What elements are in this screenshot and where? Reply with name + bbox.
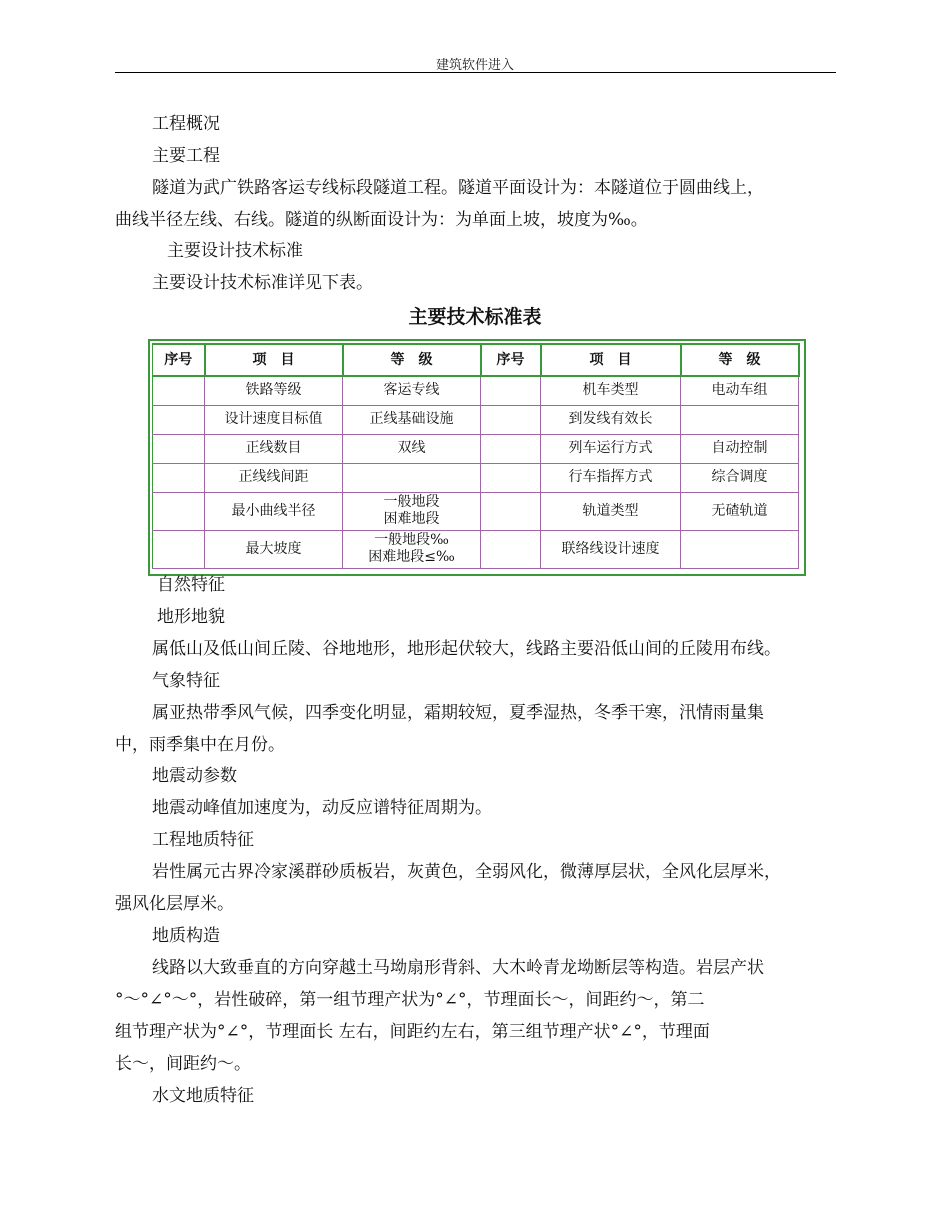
paragraph-structure-line2: °～°∠°～°，岩性破碎，第一组节理产状为°∠°，节理面长～，间距约～，第二 [115,990,705,1010]
table-title: 主要技术标准表 [408,306,542,328]
heading-project-overview: 工程概况 [152,114,220,134]
heading-geology: 工程地质特征 [152,830,254,850]
heading-design-standards: 主要设计技术标准 [167,241,303,261]
table-cell: 铁路等级 [205,376,343,405]
table-row [153,405,799,434]
header-item-left: 项 目 [205,344,343,376]
table-cell: 设计速度目标值 [205,405,343,434]
header-grade-right: 等 级 [681,344,799,376]
heading-seismic: 地震动参数 [152,766,237,786]
table-cell [343,463,481,492]
table-header-row [153,344,799,376]
table-row [153,530,799,568]
table-cell [481,405,541,434]
paragraph-geology-line1: 岩性属元古界冷家溪群砂质板岩，灰黄色，全弱风化，微薄厚层状，全风化层厚米， [152,862,781,882]
table-cell: 联络线设计速度 [541,530,681,568]
table-cell [153,434,205,463]
paragraph-climate-line2: 中，雨季集中在月份。 [115,735,285,755]
table-cell: 一般地段 困难地段 [343,492,481,530]
table-cell: 双线 [343,434,481,463]
table-cell [153,376,205,405]
table-cell [153,405,205,434]
paragraph-standards-note: 主要设计技术标准详见下表。 [152,273,373,293]
header-item-right: 项 目 [541,344,681,376]
table-cell: 综合调度 [681,463,799,492]
table-cell [153,492,205,530]
table-cell [681,405,799,434]
heading-terrain: 地形地貌 [157,607,225,627]
table-row [153,463,799,492]
table-cell [153,463,205,492]
heading-hydrogeology: 水文地质特征 [152,1086,254,1106]
table-cell: 自动控制 [681,434,799,463]
table-cell: 正线线间距 [205,463,343,492]
header-grade-left: 等 级 [343,344,481,376]
table-cell [481,434,541,463]
table-row [153,434,799,463]
header-text: 建筑软件进入 [435,58,514,73]
table-cell [153,530,205,568]
table-cell: 列车运行方式 [541,434,681,463]
header-divider [115,72,836,73]
table-cell: 客运专线 [343,376,481,405]
table-row [153,492,799,530]
table-cell: 到发线有效长 [541,405,681,434]
heading-structure: 地质构造 [152,926,220,946]
table-cell: 正线数目 [205,434,343,463]
table-cell: 机车类型 [541,376,681,405]
table-cell: 正线基础设施 [343,405,481,434]
table-cell: 最小曲线半径 [205,492,343,530]
heading-main-works: 主要工程 [152,146,220,166]
paragraph-tunnel-line2: 曲线半径左线、右线。隧道的纵断面设计为：为单面上坡，坡度为‰。 [115,210,648,230]
paragraph-tunnel-line1: 隧道为武广铁路客运专线标段隧道工程。隧道平面设计为：本隧道位于圆曲线上， [152,178,764,198]
table-cell: 行车指挥方式 [541,463,681,492]
standards-table [152,343,800,569]
table-cell: 最大坡度 [205,530,343,568]
paragraph-structure-line4: 长～，间距约～。 [115,1054,251,1074]
paragraph-structure-line3: 组节理产状为°∠°，节理面长 左右，间距约左右，第三组节理产状°∠°，节理面 [115,1022,710,1042]
paragraph-geology-line2: 强风化层厚米。 [115,894,234,914]
standards-table-frame [148,339,806,576]
header-index-left: 序号 [153,344,205,376]
paragraph-seismic: 地震动峰值加速度为，动反应谱特征周期为。 [152,798,492,818]
table-cell [481,376,541,405]
table-cell: 轨道类型 [541,492,681,530]
table-cell: 电动车组 [681,376,799,405]
heading-natural-features: 自然特征 [157,575,225,595]
table-row [153,376,799,405]
table-cell: 一般地段‰ 困难地段≤‰ [343,530,481,568]
header-index-right: 序号 [481,344,541,376]
paragraph-terrain: 属低山及低山间丘陵、谷地地形，地形起伏较大，线路主要沿低山间的丘陵用布线。 [152,639,781,659]
table-cell [481,530,541,568]
table-cell [681,530,799,568]
paragraph-climate-line1: 属亚热带季风气候，四季变化明显，霜期较短，夏季湿热，冬季干寒，汛情雨量集 [152,703,764,723]
table-cell: 无碴轨道 [681,492,799,530]
table-cell [481,492,541,530]
table-cell [481,463,541,492]
heading-climate: 气象特征 [152,671,220,691]
paragraph-structure-line1: 线路以大致垂直的方向穿越土马坳扇形背斜、大木岭青龙坳断层等构造。岩层产状 [152,958,764,978]
